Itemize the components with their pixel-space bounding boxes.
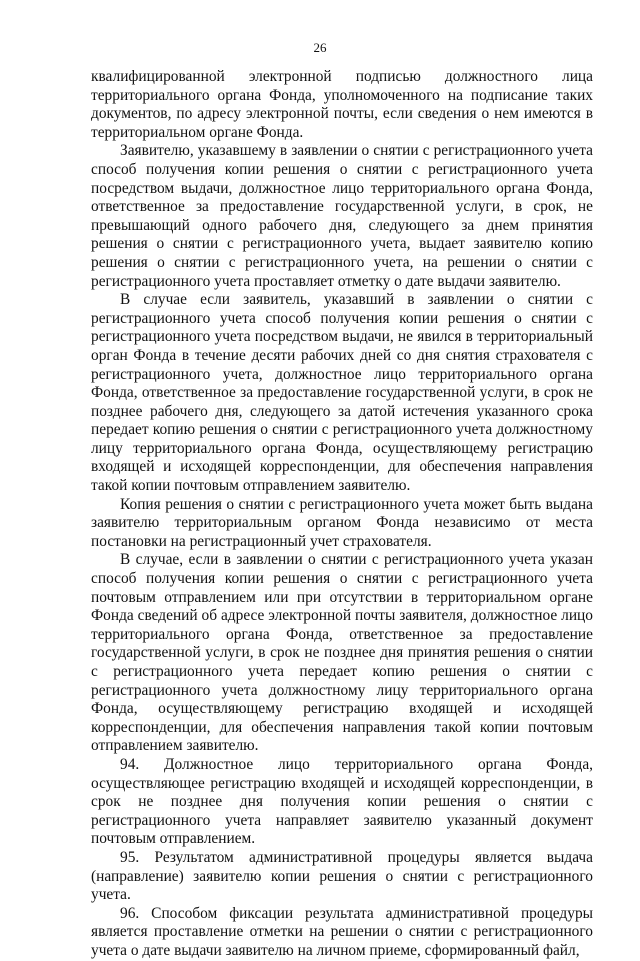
paragraph-94: 94. Должностное лицо территориального органа Фонда, осуществляющее регистрацию входящей и исходящей корреспонденции, в срок не позднее дня получения копии решения о снятии с регистрационного учета направляет заявителю указанный документ почтовым отправлением. — [91, 755, 593, 848]
paragraph-postal-delivery: В случае, если в заявлении о снятии с регистрационного учета указан способ получения копии решения о снятии с регистрационного учета почтовым отправлением или при отсутствии в территориальном органе Фонда сведений об адресе электронной почты заявителя, должностное лицо территориального органа Фонда, ответственное за предоставление государственной услуги, в срок не позднее дня принятия решения о снятии с регистрационного учета передает копию решения о снятии с регистрационного учета должностному лицу территориального органа Фонда, осуществляющему регистрацию входящей и исходящей корреспонденции, для обеспечения направления такой копии почтовым отправлением заявителю. — [91, 551, 593, 755]
paragraph-95: 95. Результатом административной процедуры является выдача (направление) заявителю копии решения о снятии с регистрационного учета. — [91, 848, 593, 904]
paragraph-issuance-in-person: Заявителю, указавшему в заявлении о снятии с регистрационного учета способ получения копии решения о снятии с регистрационного учета посредством выдачи, должностное лицо территориального органа Фонда, ответственное за предоставление государственной услуги, в срок, не превышающий одного рабочего дня, следующего за днем принятия решения о снятии с регистрационного учета, выдает заявителю копию решения о снятии с регистрационного учета, на решении о снятии с регистрационного учета проставляет отметку о дате выдачи заявителю. — [91, 142, 593, 290]
paragraph-continued: квалифицированной электронной подписью должностного лица территориального органа Фонда, уполномоченного на подписание таких документов, по адресу электронной почты, если сведения о нем имеются в территориальном органе Фонда. — [91, 68, 593, 141]
paragraph-96: 96. Способом фиксации результата административной процедуры является проставление отметки на решении о снятии с регистрационного учета о дате выдачи заявителю на личном приеме, сформированный файл, — [91, 904, 593, 959]
page-number: 26 — [313, 40, 327, 55]
paragraph-applicant-not-appeared: В случае если заявитель, указавший в заявлении о снятии с регистрационного учета способ получения копии решения о снятии с регистрационного учета посредством выдачи, не явился в территориальный орган Фонда в течение десяти рабочих дней со дня снятия страхователя с регистрационного учета, должностное лицо территориального органа Фонда, ответственное за предоставление государственной услуги, в срок не позднее рабочего дня, следующего за датой истечения указанного срока передает копию решения о снятии с регистрационного учета должностному лицу территориального органа Фонда, осуществляющему регистрацию входящей и исходящей корреспонденции, для обеспечения направления такой копии почтовым отправлением заявителю. — [91, 291, 593, 495]
paragraph-copy-issued-anywhere: Копия решения о снятии с регистрационного учета может быть выдана заявителю территориальным органом Фонда независимо от места постановки на регистрационный учет страхователя. — [91, 495, 593, 550]
document-body — [91, 68, 593, 961]
